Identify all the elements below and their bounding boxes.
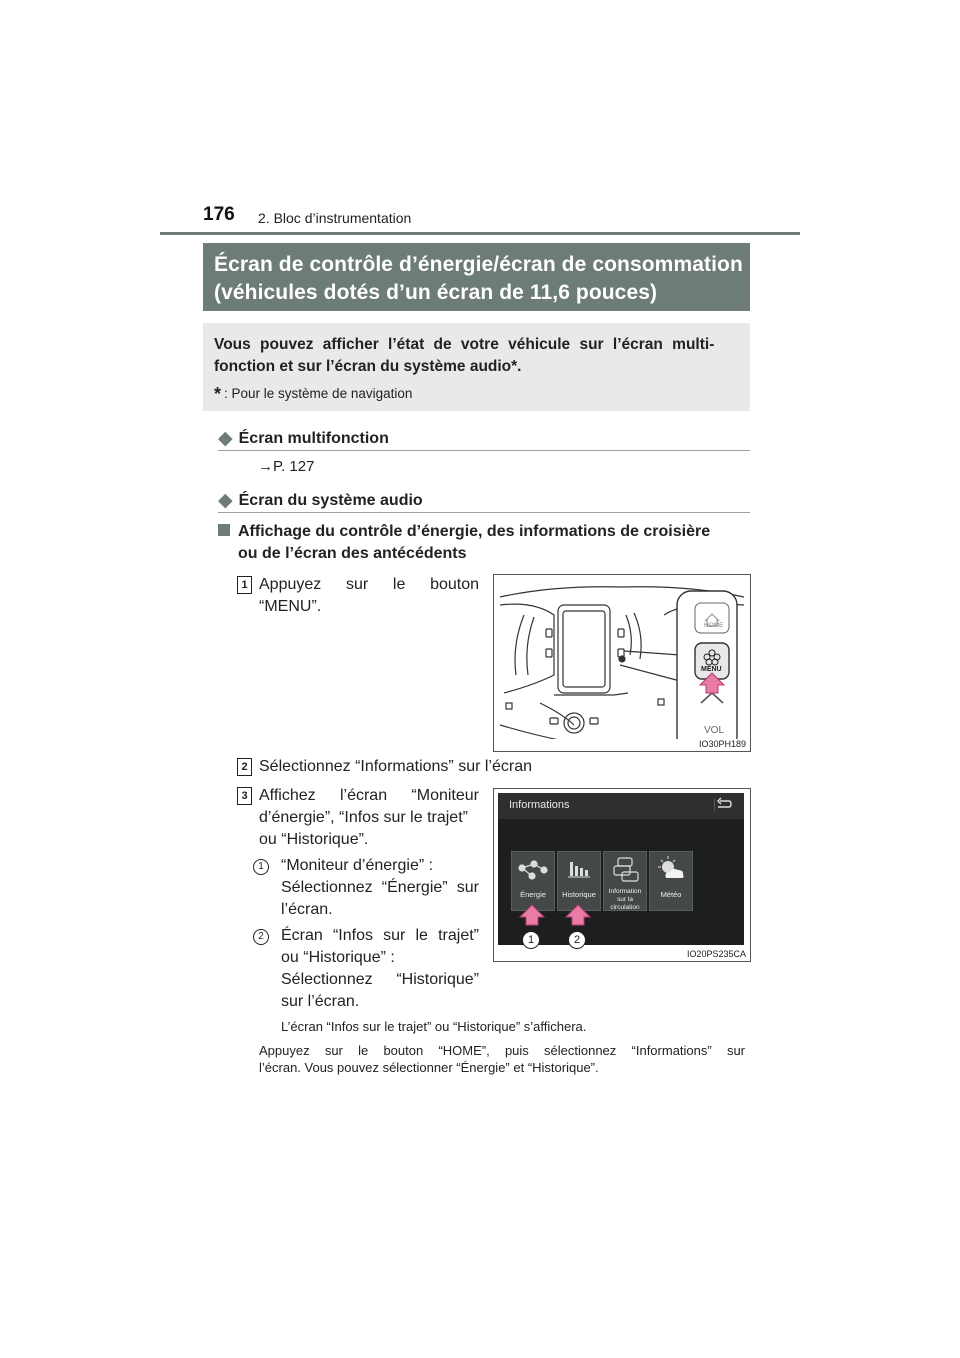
step-3-line-2: d’énergie”, “Infos sur le trajet” [259,809,468,826]
intro-line-2: fonction et sur l’écran du système audio*. [214,358,522,375]
footnote-mark: * [214,384,222,404]
step-1-line-1: Appuyez sur le bouton [259,576,479,593]
subheading-line-1 [218,523,710,541]
callout-marker-1: 1 [522,931,540,949]
page-number: 176 [203,204,235,225]
sub-step-1-line-1: “Moniteur d’énergie” : [281,857,434,874]
menu-label: MENU [701,666,722,673]
title-line-1: Écran de contrôle d’énergie/écran de consommation [214,253,743,276]
intro-footnote [214,384,412,405]
pointer-arrows [498,793,744,945]
heading-multifunction [218,427,389,450]
figure-caption-3: IO20PS235CA [686,949,746,959]
sub-step-1-line-2: Sélectionnez “Énergie” sur [281,879,479,896]
heading-audio [218,489,423,512]
note-display-result: L’écran “Infos sur le trajet” ou “Historique” s’affichera. [281,1019,587,1034]
sub-step-2-line-3: Sélectionnez “Historique” [281,971,479,988]
sub-step-2-line-4: sur l’écran. [281,993,360,1010]
step-number-3: 3 [237,787,252,805]
section-title: 2. Bloc d’instrumentation [258,210,412,226]
heading-audio-text: Écran du système audio [238,492,423,509]
page-reference-link[interactable]: →P. 127 [258,458,315,475]
figure-caption-1: IO30PH189 [698,739,746,749]
callout-marker-2: 2 [568,931,586,949]
step-number-1: 1 [237,576,252,594]
tile-information-circulation-label: Information sur la circulation [608,888,642,911]
informations-screen [498,793,744,945]
tile-historique-label: Historique [562,890,596,899]
note-home-line-2: l’écran. Vous pouvez sélectionner “Énergie” et “Historique”. [259,1060,599,1075]
divider [218,450,750,451]
intro-line-1: Vous pouvez afficher l’état de votre véhicule sur l’écran multi- [214,336,715,353]
footnote-text: : Pour le système de navigation [224,386,413,401]
subheading-text-1: Affichage du contrôle d’énergie, des informations de croisière [238,523,711,540]
step-3-line-1: Affichez l’écran “Moniteur [259,787,479,804]
note-home-line-1: Appuyez sur le bouton “HOME”, puis sélectionnez “Informations” sur [259,1043,745,1058]
tile-meteo-label: Météo [660,890,682,899]
sub-step-2-line-2: ou “Historique” : [281,949,395,966]
vol-label: VOL [704,725,725,736]
subheading-line-2: ou de l’écran des antécédents [238,545,467,562]
diamond-bullet-icon: ◆ [218,490,233,511]
sub-step-1-line-3: l’écran. [281,901,333,918]
step-3-line-3: ou “Historique”. [259,831,369,848]
step-2-text: Sélectionnez “Informations” sur l’écran [259,758,533,775]
heading-multifunction-text: Écran multifonction [238,430,389,447]
sub-step-marker-2: 2 [253,929,269,945]
step-1-line-2: “MENU”. [259,598,322,615]
screen-title: Informations [509,799,570,811]
figure-informations-screen [493,788,751,962]
title-line-2: (véhicules dotés d’un écran de 11,6 pouces) [214,281,658,304]
square-bullet-icon [218,524,230,536]
divider [218,512,750,513]
diamond-bullet-icon: ◆ [218,428,233,449]
step-number-2: 2 [237,758,252,776]
home-label: HOME [704,622,724,629]
tile-energie-label: Énergie [520,890,546,899]
sub-step-marker-1: 1 [253,859,269,875]
sub-step-2-line-1: Écran “Infos sur le trajet” [281,927,479,944]
header-rule [160,232,800,235]
figure-dashboard [493,574,751,752]
